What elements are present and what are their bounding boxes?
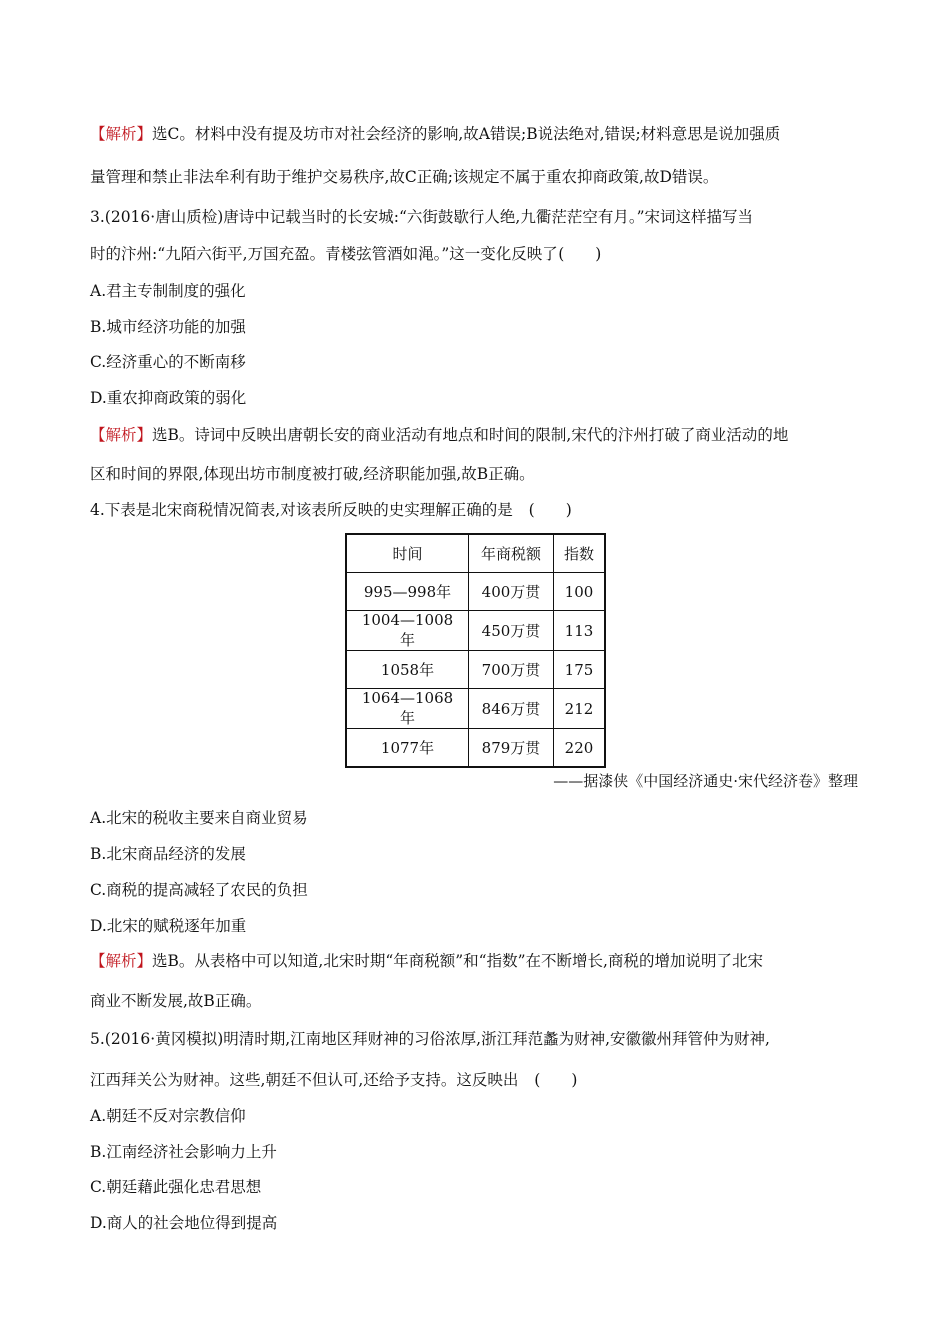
table-row [346,611,605,651]
q4-option-b: B.北宋商品经济的发展 [90,845,246,863]
table-row [346,689,605,729]
q5-option-c: C.朝廷藉此强化忠君思想 [90,1178,262,1196]
q4-option-d: D.北宋的赋税逐年加重 [90,917,247,935]
table-cell: 175 [554,651,606,689]
analysis-tag: 【解析】 [90,125,153,143]
answer-blank: ( ) [528,501,572,519]
table-header: 时间 [346,534,469,573]
table-cell: 700万贯 [469,651,554,689]
q5-stem-line2: 江西拜关公为财神。这些,朝廷不但认可,还给予支持。这反映出 ( ) [90,1071,578,1089]
table-cell: 212 [554,689,606,729]
q3-option-a: A.君主专制制度的强化 [90,282,246,300]
q5-stem-line1: 5.(2016·黄冈模拟)明清时期,江南地区拜财神的习俗浓厚,浙江拜范蠡为财神,安徽徽州拜管仲为财神, [90,1030,770,1048]
q4-stem: 4.下表是北宋商税情况简表,对该表所反映的史实理解正确的是 ( ) [90,501,572,519]
table-row [346,573,605,611]
table-row [346,651,605,689]
answer-blank: ( ) [534,1071,578,1089]
answer-blank: ( ) [558,245,602,263]
table-cell: 1058年 [346,651,469,689]
q5-option-a: A.朝廷不反对宗教信仰 [90,1107,246,1125]
q3-stem-line2: 时的汴州:“九陌六街平,万国充盈。青楼弦管酒如渑。”这一变化反映了( ) [90,245,602,263]
table-header: 年商税额 [469,534,554,573]
q3-analysis-line2: 区和时间的界限,体现出坊市制度被打破,经济职能加强,故B正确。 [90,465,535,483]
q3-analysis-line1: 【解析】选B。诗词中反映出唐朝长安的商业活动有地点和时间的限制,宋代的汴州打破了商业活动的地 [90,426,789,444]
table-cell: 220 [554,729,606,768]
q5-option-d: D.商人的社会地位得到提高 [90,1214,278,1232]
q4-option-c: C.商税的提高减轻了农民的负担 [90,881,308,899]
q5-option-b: B.江南经济社会影响力上升 [90,1143,277,1161]
table-cell: 450万贯 [469,611,554,651]
table-cell: 995—998年 [346,573,469,611]
table-header-row [346,534,605,573]
table-cell: 846万贯 [469,689,554,729]
q3-stem-line1: 3.(2016·唐山质检)唐诗中记载当时的长安城:“六街鼓歇行人绝,九衢茫茫空有月。”宋词这样描写当 [90,208,754,226]
table-cell: 1064—1068年 [346,689,469,729]
q2-analysis-line1: 【解析】选C。材料中没有提及坊市对社会经济的影响,故A错误;B说法绝对,错误;材料意思是说加强质 [90,125,781,143]
table-cell: 100 [554,573,606,611]
table-row [346,729,605,768]
table-header: 指数 [554,534,606,573]
analysis-tag: 【解析】 [90,426,153,444]
q4-analysis-line2: 商业不断发展,故B正确。 [90,992,262,1010]
q4-option-a: A.北宋的税收主要来自商业贸易 [90,809,308,827]
analysis-tag: 【解析】 [90,952,153,970]
q3-option-c: C.经济重心的不断南移 [90,353,246,371]
table-cell: 1004—1008年 [346,611,469,651]
commerce-tax-table [345,533,606,768]
q3-option-b: B.城市经济功能的加强 [90,318,246,336]
table-cell: 400万贯 [469,573,554,611]
table-cell: 1077年 [346,729,469,768]
q2-analysis-line2: 量管理和禁止非法牟利有助于维护交易秩序,故C正确;该规定不属于重农抑商政策,故D错误。 [90,168,719,186]
table-cell: 113 [554,611,606,651]
q3-option-d: D.重农抑商政策的弱化 [90,389,247,407]
q4-analysis-line1: 【解析】选B。从表格中可以知道,北宋时期“年商税额”和“指数”在不断增长,商税的增加说明了北宋 [90,952,763,970]
table-source-note: ——据漆侠《中国经济通史·宋代经济卷》整理 [553,772,858,790]
table-cell: 879万贯 [469,729,554,768]
